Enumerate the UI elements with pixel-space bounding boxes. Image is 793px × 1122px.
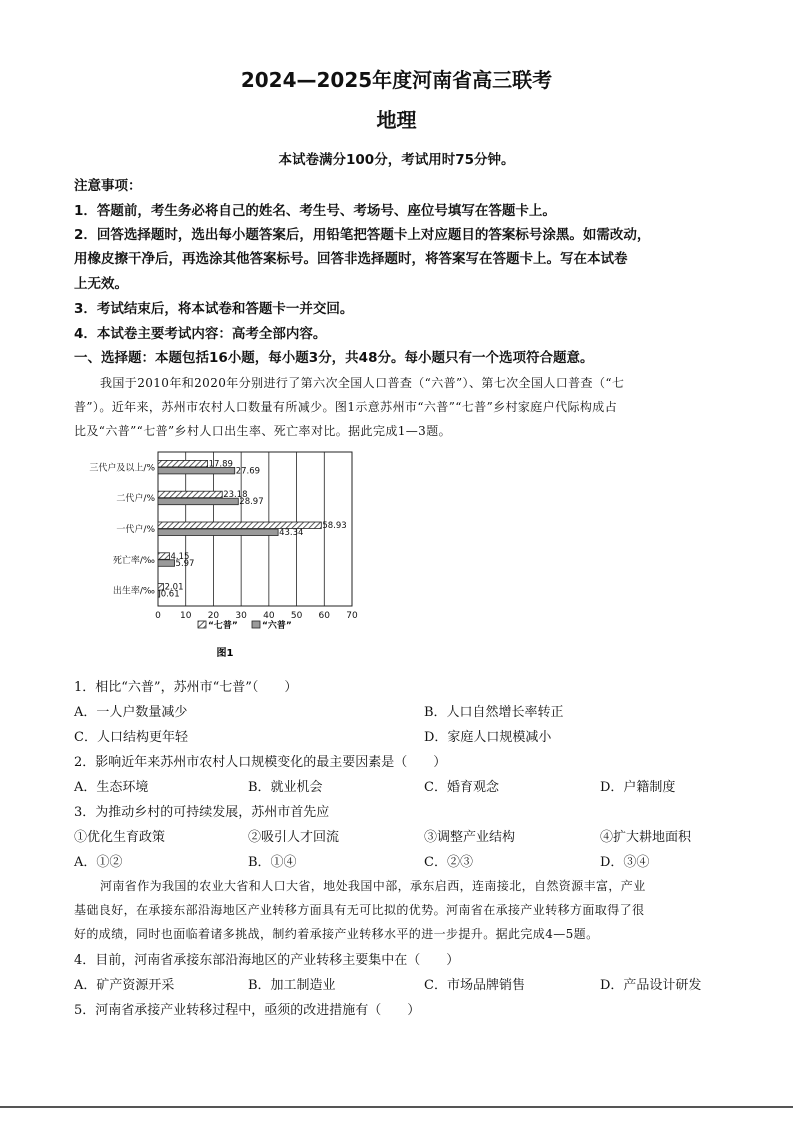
note-item: 上无效。 (74, 276, 128, 292)
option: B．就业机会 (248, 780, 323, 795)
legend-label-liupu: “六普” (262, 621, 292, 631)
data-label: 23.18 (223, 490, 248, 501)
note-item: 3．考试结束后，将本试卷和答题卡一并交回。 (74, 301, 354, 317)
data-label: 5.97 (175, 558, 195, 569)
x-tick-label: 50 (290, 611, 303, 621)
option: B．①④ (248, 855, 297, 870)
x-tick-label: 60 (318, 611, 331, 621)
option: C．②③ (424, 855, 473, 870)
passage2-line: 河南省作为我国的农业大省和人口大省，地处我国中部，承东启西，连南接北，自然资源丰富，产业 (100, 879, 646, 893)
option: A．①② (74, 855, 123, 870)
legend-swatch-qipu (198, 621, 206, 628)
sub-option: ④扩大耕地面积 (600, 830, 692, 845)
section-heading: 一、选择题：本题包括16小题，每小题3分，共48分。每小题只有一个选项符合题意。 (74, 350, 594, 366)
option: C．市场品牌销售 (424, 978, 525, 993)
category-label: 二代户/% (116, 494, 155, 505)
data-label: 27.69 (235, 466, 261, 477)
category-label: 一代户/% (116, 525, 155, 535)
option: D．③④ (600, 855, 650, 870)
bar-liupu (158, 591, 160, 598)
figure-1-chart (70, 444, 370, 664)
bar-qipu (158, 553, 170, 560)
category-label: 死亡率/‰ (112, 555, 155, 566)
data-label: 4.15 (170, 551, 190, 562)
data-label: 17.89 (208, 459, 233, 470)
question-stem: 1．相比“六普”，苏州市“七普”（ ） (74, 680, 298, 695)
question-stem: 5．河南省承接产业转移过程中，亟须的改进措施有（ ） (74, 1003, 421, 1018)
data-label: 2.01 (164, 582, 184, 593)
sub-option: ③调整产业结构 (424, 830, 516, 845)
category-label: 三代户及以上/% (89, 463, 155, 474)
passage2-line: 好的成绩，同时也面临着诸多挑战，制约着承接产业转移水平的进一步提升。据此完成4—5题。 (74, 927, 599, 941)
data-label: 28.97 (239, 497, 264, 508)
option: A．一人户数量减少 (74, 705, 188, 720)
bar-qipu (158, 460, 208, 467)
question-stem: 3．为推动乡村的可持续发展，苏州市首先应 (74, 805, 330, 820)
passage2-line: 基础良好，在承接东部沿海地区产业转移方面具有无可比拟的优势。河南省在承接产业转移方面取得了很 (74, 903, 645, 917)
option: B．加工制造业 (248, 978, 336, 993)
sub-option: ②吸引人才回流 (248, 830, 340, 845)
subject-title: 地理 (376, 108, 417, 132)
sub-option: ①优化生育政策 (74, 830, 166, 845)
x-tick-label: 0 (155, 611, 161, 621)
data-label: 58.93 (322, 521, 347, 531)
legend-label-qipu: “七普” (208, 621, 238, 631)
option: C．人口结构更年轻 (74, 730, 188, 745)
notes-heading: 注意事项： (74, 178, 142, 194)
legend-swatch-liupu (252, 621, 260, 628)
note-item: 4．本试卷主要考试内容：高考全部内容。 (74, 326, 327, 342)
bar-liupu (158, 529, 278, 536)
question-stem: 2．影响近年来苏州市农村人口规模变化的最主要因素是（ ） (74, 755, 447, 770)
bar-qipu (158, 491, 222, 498)
option: B．人口自然增长率转正 (424, 705, 564, 720)
passage1-line: 比及“六普”“七普”乡村人口出生率、死亡率对比。据此完成1—3题。 (74, 424, 452, 438)
option: D．产品设计研发 (600, 978, 702, 993)
question-stem: 4．目前，河南省承接东部沿海地区的产业转移主要集中在（ ） (74, 953, 460, 968)
note-item: 用橡皮擦干净后，再选涂其他答案标号。回答非选择题时，将答案写在答题卡上。写在本试卷 (74, 251, 628, 267)
page-title: 2024—2025年度河南省高三联考 (240, 68, 553, 92)
x-tick-label: 30 (235, 611, 247, 621)
x-tick-label: 10 (179, 611, 192, 621)
exam-info: 本试卷满分100分，考试用时75分钟。 (278, 152, 515, 168)
passage1-line: 普”）。近年来，苏州市农村人口数量有所减少。图1示意苏州市“六普”“七普”乡村家庭户代际构成占 (74, 400, 618, 414)
passage1-line: 我国于2010年和2020年分别进行了第六次全国人口普查（“六普”）、第七次全国人口普查（“七 (100, 376, 625, 390)
option: A．生态环境 (74, 780, 149, 795)
option: D．户籍制度 (600, 780, 676, 795)
x-tick-label: 40 (263, 611, 275, 621)
category-label: 出生率/‰ (112, 586, 155, 597)
note-item: 1．答题前，考生务必将自己的姓名、考生号、考场号、座位号填写在答题卡上。 (74, 203, 556, 219)
data-label: 43.34 (279, 528, 304, 538)
x-tick-label: 70 (346, 611, 358, 621)
figure-label: 图1 (216, 648, 234, 659)
page-bottom-rule (0, 1106, 793, 1108)
note-item: 2．回答选择题时，选出每小题答案后，用铅笔把答题卡上对应题目的答案标号涂黑。如需改动， (74, 227, 651, 243)
option: D．家庭人口规模减小 (424, 730, 552, 745)
x-tick-label: 20 (207, 611, 220, 621)
data-label: 0.61 (160, 589, 180, 600)
option: A．矿产资源开采 (74, 978, 175, 993)
option: C．婚育观念 (424, 780, 499, 795)
